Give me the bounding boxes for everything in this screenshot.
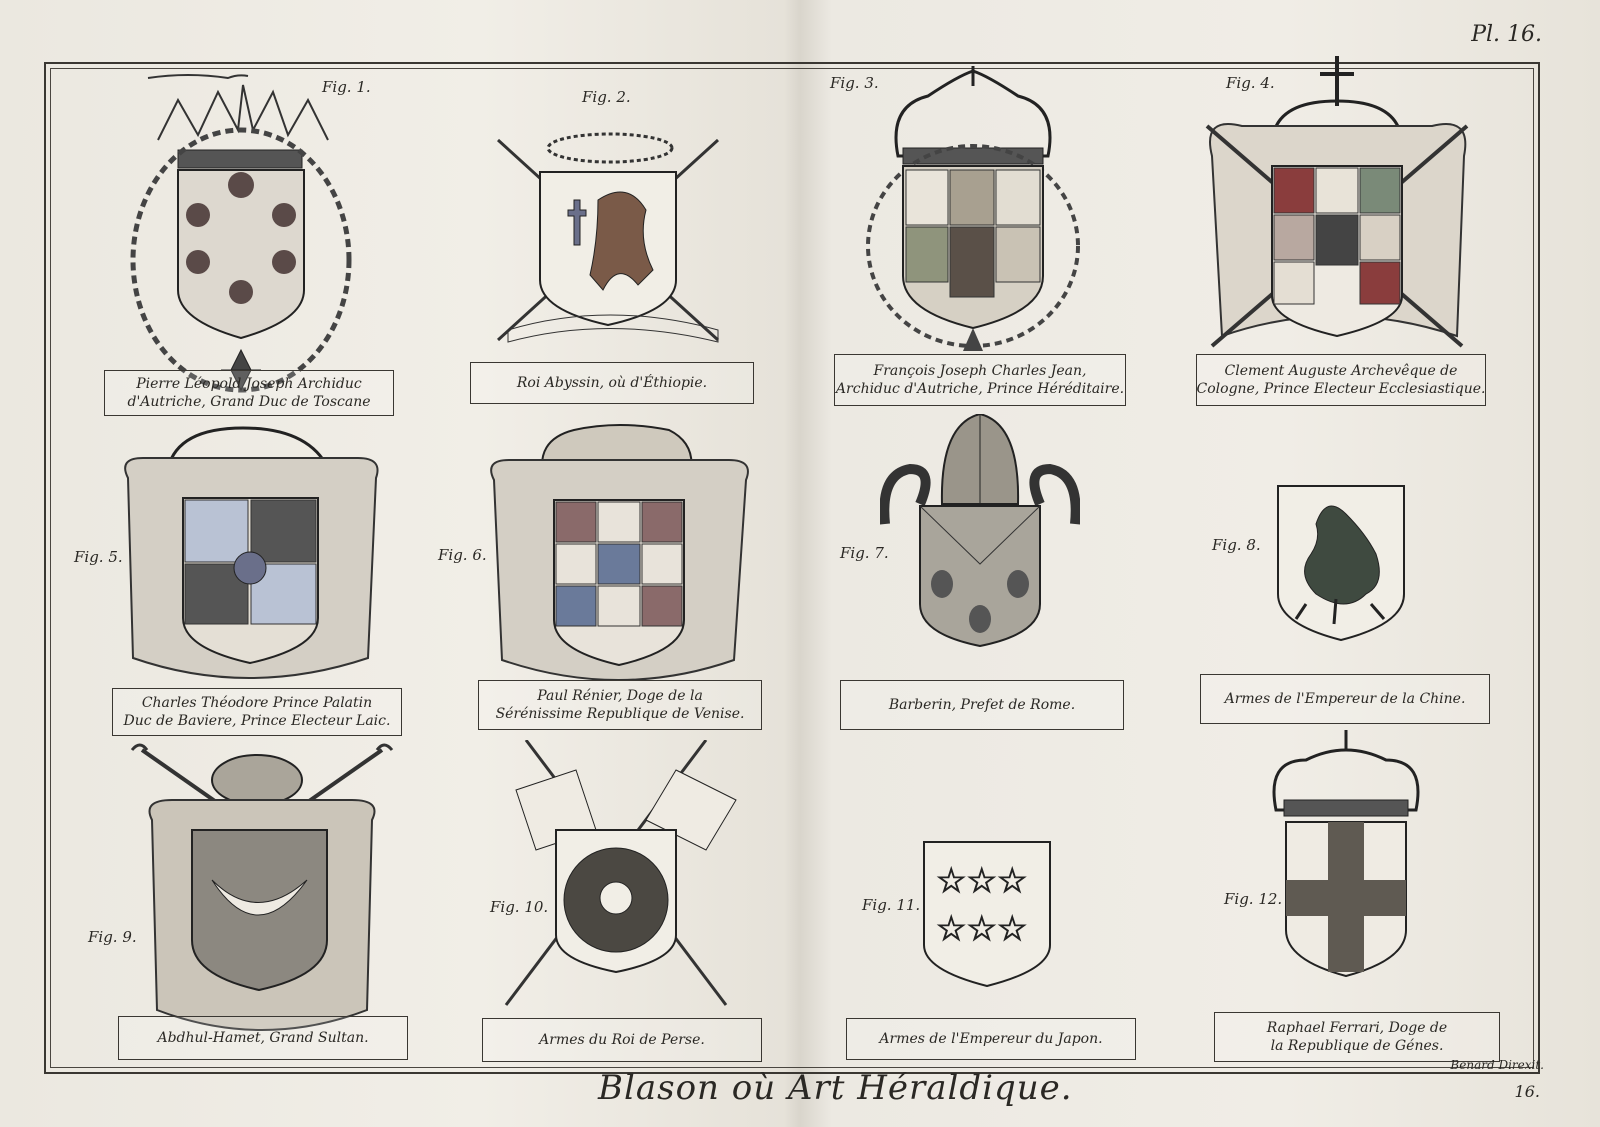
- fig-11-caption: [846, 1018, 1136, 1060]
- fig-5-label: Fig. 5.: [74, 548, 123, 566]
- fig-12-caption: [1214, 1012, 1500, 1062]
- fig-4-arms-cologne: [1202, 56, 1482, 356]
- caption-line: Raphael Ferrari, Doge de: [1266, 1020, 1448, 1036]
- fig-4-label: Fig. 4.: [1226, 74, 1275, 92]
- plate-title: Blason où Art Héraldique.: [598, 1068, 1073, 1108]
- fig-10-arms-persia: [496, 740, 756, 1010]
- svg-text:☆☆☆: ☆☆☆: [936, 861, 1028, 901]
- caption-line: François Joseph Charles Jean,: [873, 363, 1087, 379]
- caption-line: Archiduc d'Autriche, Prince Héréditaire.: [835, 381, 1125, 397]
- fig-8-arms-china: [1276, 484, 1406, 644]
- caption-line: Armes du Roi de Perse.: [539, 1032, 705, 1048]
- caption-line: Paul Rénier, Doge de la: [537, 688, 703, 704]
- caption-line: Pierre Léopold Joseph Archiduc: [136, 376, 362, 392]
- fig-1-arms-tuscany: [128, 70, 358, 400]
- caption-line: Barberin, Prefet de Rome.: [888, 697, 1076, 713]
- fig-9-label: Fig. 9.: [88, 928, 137, 946]
- fig-10-label: Fig. 10.: [490, 898, 549, 916]
- fig-3-caption: [834, 354, 1126, 406]
- caption-line: Armes de l'Empereur du Japon.: [879, 1031, 1103, 1047]
- fig-7-arms-barberini: [880, 414, 1080, 654]
- fig-9-caption: [118, 1016, 408, 1060]
- fig-2-caption: [470, 362, 754, 404]
- fig-12-arms-genoa: [1256, 730, 1436, 980]
- plate-number: Pl. 16.: [1471, 22, 1542, 47]
- fig-11-arms-japan: [922, 840, 1052, 990]
- fig-3-label: Fig. 3.: [830, 74, 879, 92]
- fig-9-arms-sultan: [122, 740, 402, 1040]
- fig-7-caption: [840, 680, 1124, 730]
- fig-1-label: Fig. 1.: [322, 78, 371, 96]
- fig-10-caption: [482, 1018, 762, 1062]
- caption-line: la Republique de Génes.: [1270, 1038, 1444, 1054]
- caption-line: Sérénissime Republique de Venise.: [495, 706, 745, 722]
- caption-line: Duc de Baviere, Prince Electeur Laic.: [123, 713, 391, 729]
- fig-8-caption: [1200, 674, 1490, 724]
- caption-line: Clement Auguste Archevêque de: [1224, 363, 1458, 379]
- fig-1-caption: [104, 370, 394, 416]
- caption-line: Abdhul-Hamet, Grand Sultan.: [157, 1030, 369, 1046]
- fig-6-caption: [478, 680, 762, 730]
- svg-text:☆☆☆: ☆☆☆: [936, 909, 1028, 949]
- fig-12-label: Fig. 12.: [1224, 890, 1283, 908]
- fig-7-label: Fig. 7.: [840, 544, 889, 562]
- caption-line: Roi Abyssin, où d'Éthiopie.: [516, 375, 708, 391]
- fig-2-label: Fig. 2.: [582, 88, 631, 106]
- fig-11-label: Fig. 11.: [862, 896, 921, 914]
- page-number: 16.: [1514, 1082, 1540, 1101]
- fig-2-arms-abyssinia: [488, 120, 728, 350]
- fig-4-caption: [1196, 354, 1486, 406]
- engraver-credit: Benard Direxit.: [1450, 1058, 1544, 1072]
- fig-8-label: Fig. 8.: [1212, 536, 1261, 554]
- caption-line: Charles Théodore Prince Palatin: [141, 695, 373, 711]
- fig-5-arms-palatinate: [118, 418, 388, 688]
- fig-6-arms-venice: [484, 420, 754, 690]
- caption-line: Cologne, Prince Electeur Ecclesiastique.: [1196, 381, 1486, 397]
- fig-6-label: Fig. 6.: [438, 546, 487, 564]
- fig-5-caption: [112, 688, 402, 736]
- caption-line: d'Autriche, Grand Duc de Toscane: [127, 394, 371, 410]
- caption-line: Armes de l'Empereur de la Chine.: [1224, 691, 1466, 707]
- fig-3-arms-austria: [858, 66, 1088, 366]
